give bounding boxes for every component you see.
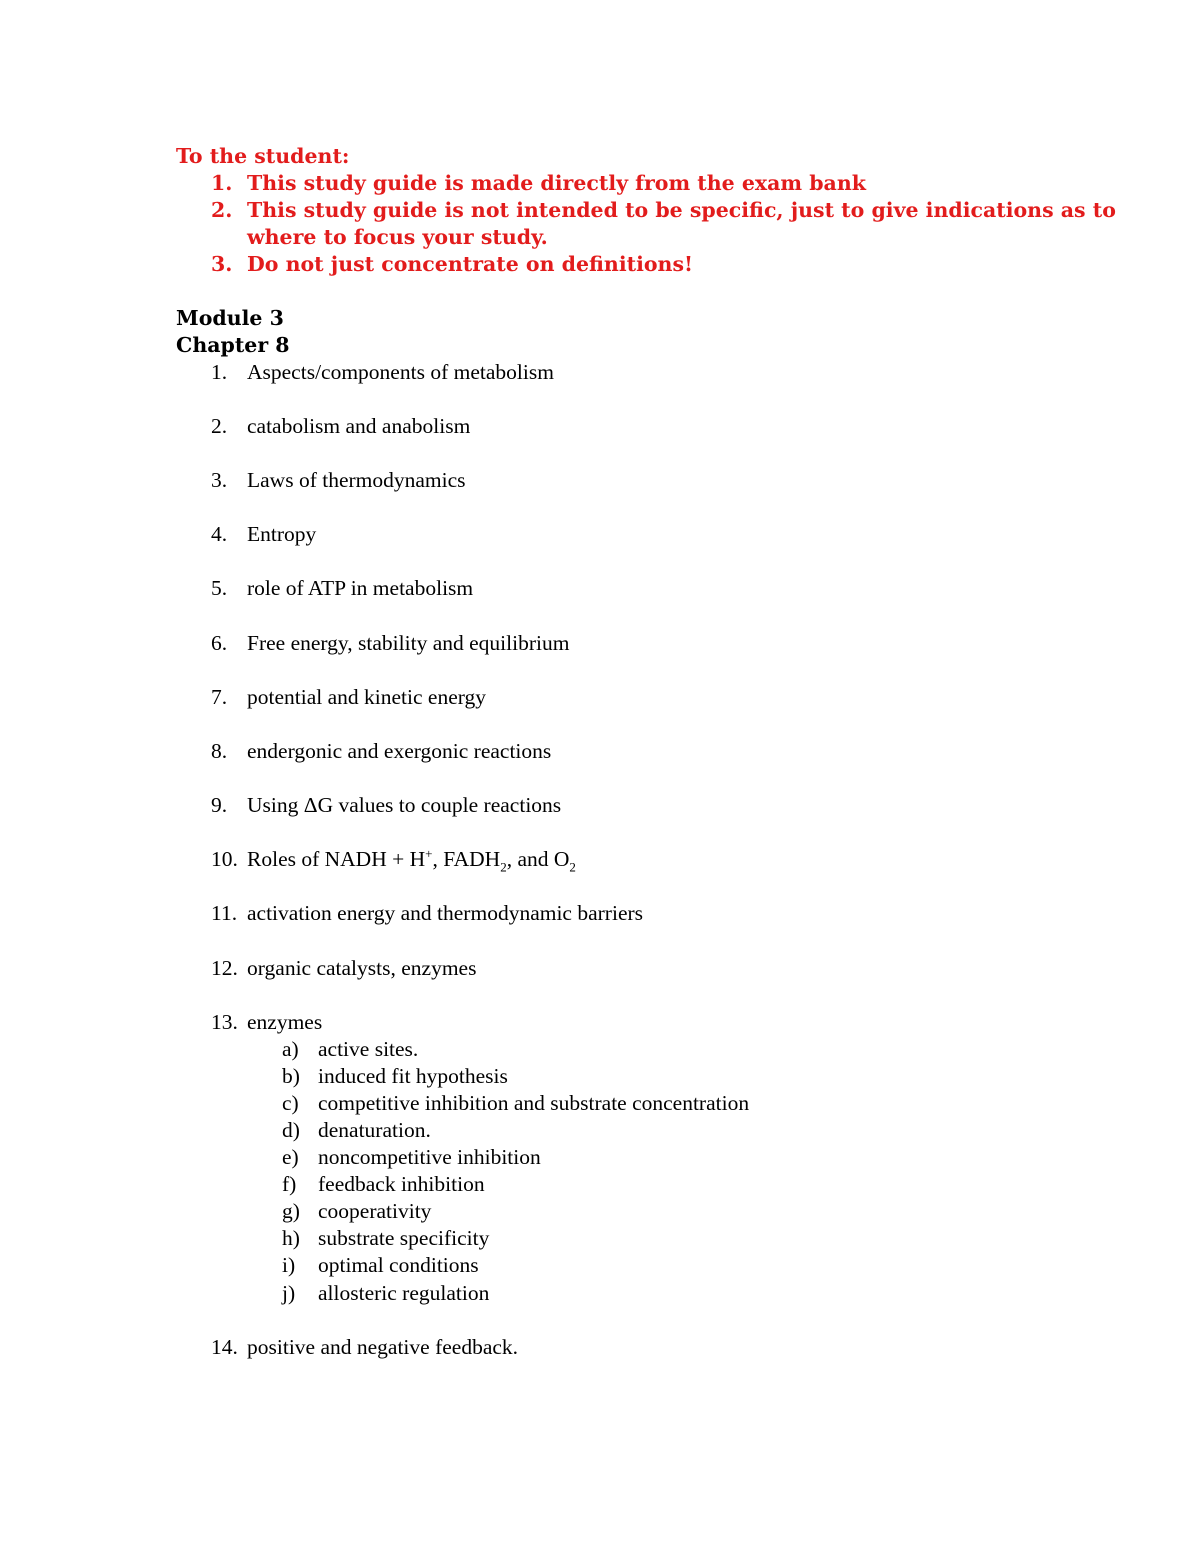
intro-item-text-continued: where to focus your study. xyxy=(247,225,548,249)
intro-item-number: 1. xyxy=(211,171,233,195)
intro-heading: To the student: xyxy=(176,144,350,168)
subitem-letter: b) xyxy=(282,1064,300,1088)
topic-text: Entropy xyxy=(247,522,317,546)
topic-number: 11. xyxy=(211,901,238,925)
topic-number: 5. xyxy=(211,576,228,600)
topic-text-part: , FADH xyxy=(432,847,501,871)
topic-number: 1. xyxy=(211,360,228,384)
subitem-text: cooperativity xyxy=(318,1199,432,1223)
topic-number: 12. xyxy=(211,956,238,980)
module-heading: Module 3 xyxy=(176,306,284,330)
subitem-text: induced fit hypothesis xyxy=(318,1064,508,1088)
subitem-text: substrate specificity xyxy=(318,1226,490,1250)
subscript-two: 2 xyxy=(500,859,507,875)
subitem-letter: e) xyxy=(282,1145,299,1169)
topic-number: 8. xyxy=(211,739,228,763)
subitem-letter: i) xyxy=(282,1253,296,1277)
topic-text: activation energy and thermodynamic barriers xyxy=(247,901,644,925)
topic-number: 13. xyxy=(211,1010,238,1034)
chapter-heading: Chapter 8 xyxy=(176,333,290,357)
topic-text: Free energy, stability and equilibrium xyxy=(247,631,570,655)
subitem-text: optimal conditions xyxy=(318,1253,479,1277)
topic-text-nadh xyxy=(247,846,576,873)
topic-text: positive and negative feedback. xyxy=(247,1335,519,1359)
intro-item-number: 2. xyxy=(211,198,233,222)
subitem-text: denaturation. xyxy=(318,1118,431,1142)
intro-item-text: This study guide is made directly from the exam bank xyxy=(247,171,866,195)
topic-text: Aspects/components of metabolism xyxy=(247,360,554,384)
subitem-letter: c) xyxy=(282,1091,299,1115)
subitem-letter: f) xyxy=(282,1172,297,1196)
topic-text-part: Roles of NADH + H xyxy=(247,847,426,871)
topic-text: organic catalysts, enzymes xyxy=(247,956,477,980)
subitem-letter: h) xyxy=(282,1226,300,1250)
subitem-text: competitive inhibition and substrate concentration xyxy=(318,1091,750,1115)
subitem-text: feedback inhibition xyxy=(318,1172,485,1196)
topic-number: 4. xyxy=(211,522,228,546)
topic-text: Laws of thermodynamics xyxy=(247,468,466,492)
topic-number: 6. xyxy=(211,631,228,655)
topic-text: role of ATP in metabolism xyxy=(247,576,474,600)
subitem-letter: a) xyxy=(282,1037,299,1061)
topic-text: enzymes xyxy=(247,1010,323,1034)
subitem-text: noncompetitive inhibition xyxy=(318,1145,541,1169)
topic-number: 10. xyxy=(211,847,238,871)
subitem-letter: j) xyxy=(282,1281,296,1305)
topic-text: endergonic and exergonic reactions xyxy=(247,739,552,763)
topic-number: 9. xyxy=(211,793,228,817)
subitem-text: active sites. xyxy=(318,1037,419,1061)
topic-number: 14. xyxy=(211,1335,238,1359)
topic-text: potential and kinetic energy xyxy=(247,685,487,709)
subscript-two: 2 xyxy=(569,859,576,875)
intro-item-text: This study guide is not intended to be specific, just to give indications as to xyxy=(247,198,1116,222)
subitem-letter: g) xyxy=(282,1199,300,1223)
topic-text: catabolism and anabolism xyxy=(247,414,471,438)
subitem-text: allosteric regulation xyxy=(318,1281,490,1305)
topic-number: 2. xyxy=(211,414,228,438)
topic-number: 7. xyxy=(211,685,228,709)
subitem-letter: d) xyxy=(282,1118,300,1142)
superscript-plus: + xyxy=(425,845,433,861)
intro-item-number: 3. xyxy=(211,252,233,276)
intro-item-text: Do not just concentrate on definitions! xyxy=(247,252,693,276)
topic-text-part: , and O xyxy=(506,847,570,871)
topic-number: 3. xyxy=(211,468,228,492)
topic-text: Using ΔG values to couple reactions xyxy=(247,793,562,817)
